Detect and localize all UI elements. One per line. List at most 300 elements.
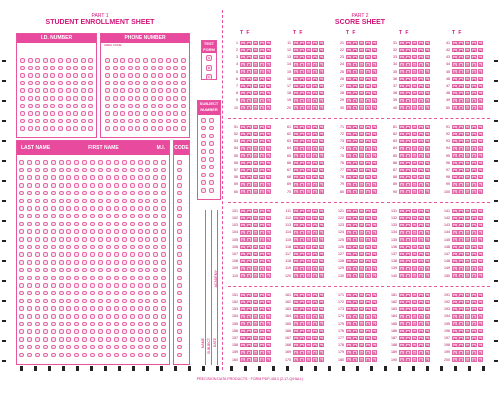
name-letter-bubble[interactable] [130, 353, 135, 358]
answer-bubble[interactable]: C [466, 351, 469, 356]
name-letter-bubble[interactable] [43, 175, 48, 180]
name-letter-bubble[interactable] [35, 268, 40, 273]
name-letter-bubble[interactable] [43, 283, 48, 288]
answer-bubble[interactable]: B [460, 190, 463, 195]
answer-bubble[interactable]: E [426, 223, 429, 228]
answer-bubble[interactable]: E [426, 351, 429, 356]
answer-bubble[interactable]: D [366, 147, 370, 152]
answer-bubble[interactable]: D [472, 223, 476, 228]
answer-bubble[interactable]: C [413, 132, 416, 137]
answer-bubble[interactable]: C [254, 132, 257, 137]
answer-bubble[interactable]: E [479, 132, 482, 137]
answer-bubble[interactable]: D [313, 336, 317, 341]
name-letter-bubble[interactable] [59, 199, 64, 204]
name-letter-bubble[interactable] [138, 214, 143, 219]
answer-bubble[interactable]: B [354, 70, 357, 75]
name-letter-bubble[interactable] [66, 206, 71, 211]
answer-bubble[interactable]: E [320, 343, 323, 348]
id-digit-bubble[interactable] [66, 126, 71, 131]
answer-bubble[interactable]: C [360, 147, 363, 152]
answer-bubble[interactable]: C [413, 55, 416, 60]
answer-bubble[interactable]: E [373, 106, 376, 111]
answer-bubble[interactable]: E [426, 300, 429, 305]
answer-bubble[interactable]: B [407, 231, 410, 236]
name-letter-bubble[interactable] [66, 260, 71, 265]
answer-bubble[interactable]: D [366, 183, 370, 188]
answer-bubble[interactable]: D [366, 48, 370, 53]
answer-bubble[interactable]: A [347, 307, 350, 312]
answer-bubble[interactable]: C [413, 175, 416, 180]
answer-bubble[interactable]: C [254, 315, 257, 320]
name-letter-bubble[interactable] [122, 245, 127, 250]
phone-digit-bubble[interactable] [120, 73, 125, 78]
name-letter-bubble[interactable] [145, 237, 150, 242]
answer-bubble[interactable]: A [347, 183, 350, 188]
answer-bubble[interactable]: B [460, 183, 463, 188]
answer-bubble[interactable]: E [426, 139, 429, 144]
id-digit-bubble[interactable] [58, 58, 63, 63]
answer-bubble[interactable]: C [413, 267, 416, 272]
answer-bubble[interactable]: B [354, 132, 357, 137]
answer-bubble[interactable]: D [419, 175, 423, 180]
phone-digit-bubble[interactable] [151, 88, 156, 93]
subject-digit-bubble[interactable] [209, 180, 214, 185]
answer-bubble[interactable]: D [419, 300, 423, 305]
answer-bubble[interactable]: B [407, 216, 410, 221]
answer-bubble[interactable]: B [407, 139, 410, 144]
phone-digit-bubble[interactable] [143, 73, 148, 78]
name-letter-bubble[interactable] [51, 329, 56, 334]
subject-digit-bubble[interactable] [201, 173, 206, 178]
answer-bubble[interactable]: E [320, 55, 323, 60]
id-digit-bubble[interactable] [28, 111, 33, 116]
name-letter-bubble[interactable] [138, 191, 143, 196]
answer-bubble[interactable]: D [313, 190, 317, 195]
answer-bubble[interactable]: A [294, 125, 297, 130]
answer-bubble[interactable]: D [313, 106, 317, 111]
code-bubble[interactable] [177, 353, 182, 358]
answer-bubble[interactable]: A [241, 252, 244, 257]
name-letter-bubble[interactable] [59, 306, 64, 311]
name-letter-bubble[interactable] [43, 206, 48, 211]
name-letter-bubble[interactable] [82, 252, 87, 257]
answer-bubble[interactable]: C [360, 48, 363, 53]
answer-bubble[interactable]: A [400, 91, 403, 96]
answer-bubble[interactable]: A [347, 132, 350, 137]
answer-bubble[interactable]: B [301, 161, 304, 166]
answer-bubble[interactable]: D [260, 48, 264, 53]
answer-bubble[interactable]: E [479, 55, 482, 60]
answer-bubble[interactable]: D [313, 351, 317, 356]
name-letter-bubble[interactable] [82, 206, 87, 211]
answer-bubble[interactable]: E [373, 245, 376, 250]
answer-bubble[interactable]: B [248, 267, 251, 272]
answer-bubble[interactable]: D [313, 209, 317, 214]
name-letter-bubble[interactable] [114, 160, 119, 165]
name-letter-bubble[interactable] [59, 329, 64, 334]
answer-bubble[interactable]: E [426, 91, 429, 96]
answer-bubble[interactable]: E [267, 223, 270, 228]
answer-bubble[interactable]: A [453, 245, 456, 250]
answer-bubble[interactable]: C [413, 70, 416, 75]
answer-bubble[interactable]: D [472, 70, 476, 75]
phone-digit-bubble[interactable] [181, 104, 186, 109]
answer-bubble[interactable]: D [419, 154, 423, 159]
subject-digit-bubble[interactable] [209, 157, 214, 162]
phone-digit-bubble[interactable] [120, 126, 125, 131]
answer-bubble[interactable]: D [419, 139, 423, 144]
answer-bubble[interactable]: D [472, 245, 476, 250]
answer-bubble[interactable]: E [426, 307, 429, 312]
phone-digit-bubble[interactable] [151, 73, 156, 78]
name-letter-bubble[interactable] [122, 191, 127, 196]
name-letter-bubble[interactable] [35, 252, 40, 257]
name-letter-bubble[interactable] [35, 306, 40, 311]
answer-bubble[interactable]: B [354, 351, 357, 356]
answer-bubble[interactable]: D [366, 91, 370, 96]
answer-bubble[interactable]: E [320, 238, 323, 243]
answer-bubble[interactable]: D [419, 238, 423, 243]
answer-bubble[interactable]: C [307, 336, 310, 341]
answer-bubble[interactable]: B [248, 125, 251, 130]
name-letter-bubble[interactable] [82, 337, 87, 342]
answer-bubble[interactable]: A [294, 322, 297, 327]
answer-bubble[interactable]: B [248, 252, 251, 257]
name-letter-bubble[interactable] [114, 245, 119, 250]
answer-bubble[interactable]: B [301, 139, 304, 144]
id-digit-bubble[interactable] [28, 88, 33, 93]
answer-bubble[interactable]: E [320, 91, 323, 96]
answer-bubble[interactable]: B [407, 315, 410, 320]
code-bubble[interactable] [177, 314, 182, 319]
answer-bubble[interactable]: A [347, 245, 350, 250]
phone-digit-bubble[interactable] [113, 111, 118, 116]
answer-bubble[interactable]: E [373, 91, 376, 96]
answer-bubble[interactable]: B [354, 48, 357, 53]
answer-bubble[interactable]: B [301, 154, 304, 159]
answer-bubble[interactable]: B [248, 139, 251, 144]
answer-bubble[interactable]: B [248, 161, 251, 166]
name-letter-bubble[interactable] [59, 206, 64, 211]
answer-bubble[interactable]: D [260, 351, 264, 356]
answer-bubble[interactable]: A [241, 358, 244, 363]
name-letter-bubble[interactable] [122, 222, 127, 227]
phone-digit-bubble[interactable] [105, 111, 110, 116]
answer-bubble[interactable]: A [241, 274, 244, 279]
answer-bubble[interactable]: E [267, 336, 270, 341]
name-letter-bubble[interactable] [106, 206, 111, 211]
code-bubble[interactable] [177, 299, 182, 304]
id-digit-bubble[interactable] [66, 88, 71, 93]
answer-bubble[interactable]: D [472, 132, 476, 137]
name-letter-bubble[interactable] [74, 260, 79, 265]
answer-bubble[interactable]: C [413, 209, 416, 214]
subject-digit-bubble[interactable] [201, 134, 206, 139]
answer-bubble[interactable]: C [360, 274, 363, 279]
answer-bubble[interactable]: B [460, 99, 463, 104]
answer-bubble[interactable]: D [419, 343, 423, 348]
answer-bubble[interactable]: D [313, 55, 317, 60]
answer-bubble[interactable]: A [294, 161, 297, 166]
answer-bubble[interactable]: E [479, 274, 482, 279]
answer-bubble[interactable]: A [347, 70, 350, 75]
answer-bubble[interactable]: C [466, 175, 469, 180]
answer-bubble[interactable]: A [453, 216, 456, 221]
answer-bubble[interactable]: D [366, 168, 370, 173]
answer-bubble[interactable]: D [419, 91, 423, 96]
name-letter-bubble[interactable] [106, 329, 111, 334]
answer-bubble[interactable]: C [466, 70, 469, 75]
answer-bubble[interactable]: C [307, 245, 310, 250]
phone-digit-bubble[interactable] [166, 111, 171, 116]
id-digit-bubble[interactable] [28, 126, 33, 131]
name-letter-bubble[interactable] [130, 175, 135, 180]
answer-bubble[interactable]: C [413, 190, 416, 195]
answer-bubble[interactable]: C [360, 216, 363, 221]
answer-bubble[interactable]: B [407, 322, 410, 327]
answer-bubble[interactable]: E [373, 175, 376, 180]
name-letter-bubble[interactable] [114, 314, 119, 319]
name-letter-bubble[interactable] [90, 175, 95, 180]
answer-bubble[interactable]: C [360, 267, 363, 272]
name-letter-bubble[interactable] [106, 237, 111, 242]
name-letter-bubble[interactable] [161, 314, 166, 319]
answer-bubble[interactable]: E [373, 77, 376, 82]
answer-bubble[interactable]: A [294, 168, 297, 173]
answer-bubble[interactable]: A [241, 84, 244, 89]
answer-bubble[interactable]: E [267, 154, 270, 159]
name-letter-bubble[interactable] [59, 276, 64, 281]
answer-bubble[interactable]: A [347, 231, 350, 236]
answer-bubble[interactable]: A [241, 259, 244, 264]
name-letter-bubble[interactable] [59, 322, 64, 327]
answer-bubble[interactable]: D [313, 307, 317, 312]
answer-bubble[interactable]: A [347, 209, 350, 214]
name-letter-bubble[interactable] [98, 337, 103, 342]
name-letter-bubble[interactable] [138, 229, 143, 234]
answer-bubble[interactable]: E [267, 84, 270, 89]
subject-digit-bubble[interactable] [201, 141, 206, 146]
answer-bubble[interactable]: B [354, 238, 357, 243]
answer-bubble[interactable]: B [460, 307, 463, 312]
name-letter-bubble[interactable] [138, 353, 143, 358]
answer-bubble[interactable]: E [479, 147, 482, 152]
answer-bubble[interactable]: E [320, 245, 323, 250]
answer-bubble[interactable]: E [479, 63, 482, 68]
answer-bubble[interactable]: C [413, 125, 416, 130]
answer-bubble[interactable]: E [426, 274, 429, 279]
answer-bubble[interactable]: C [254, 329, 257, 334]
name-letter-bubble[interactable] [106, 260, 111, 265]
answer-bubble[interactable]: D [472, 125, 476, 130]
answer-bubble[interactable]: D [260, 231, 264, 236]
answer-bubble[interactable]: C [307, 175, 310, 180]
answer-bubble[interactable]: E [479, 358, 482, 363]
answer-bubble[interactable]: C [466, 161, 469, 166]
answer-bubble[interactable]: D [313, 99, 317, 104]
phone-digit-bubble[interactable] [181, 126, 186, 131]
answer-bubble[interactable]: C [254, 343, 257, 348]
answer-bubble[interactable]: B [354, 293, 357, 298]
answer-bubble[interactable]: B [407, 161, 410, 166]
answer-bubble[interactable]: C [307, 252, 310, 257]
answer-bubble[interactable]: C [254, 147, 257, 152]
name-letter-bubble[interactable] [27, 160, 32, 165]
name-letter-bubble[interactable] [19, 222, 24, 227]
phone-digit-bubble[interactable] [135, 96, 140, 101]
name-letter-bubble[interactable] [106, 229, 111, 234]
answer-bubble[interactable]: A [453, 41, 456, 46]
answer-bubble[interactable]: E [373, 238, 376, 243]
name-letter-bubble[interactable] [130, 245, 135, 250]
phone-digit-bubble[interactable] [128, 96, 133, 101]
answer-bubble[interactable]: C [466, 106, 469, 111]
answer-bubble[interactable]: D [472, 183, 476, 188]
answer-bubble[interactable]: D [313, 41, 317, 46]
phone-digit-bubble[interactable] [113, 88, 118, 93]
answer-bubble[interactable]: E [267, 351, 270, 356]
answer-bubble[interactable]: A [241, 300, 244, 305]
name-letter-bubble[interactable] [19, 206, 24, 211]
answer-bubble[interactable]: A [241, 336, 244, 341]
answer-bubble[interactable]: A [241, 91, 244, 96]
phone-digit-bubble[interactable] [128, 126, 133, 131]
answer-bubble[interactable]: D [260, 41, 264, 46]
answer-bubble[interactable]: C [466, 238, 469, 243]
answer-bubble[interactable]: B [301, 41, 304, 46]
id-digit-bubble[interactable] [35, 58, 40, 63]
answer-bubble[interactable]: E [267, 293, 270, 298]
id-digit-bubble[interactable] [50, 96, 55, 101]
answer-bubble[interactable]: D [419, 55, 423, 60]
answer-bubble[interactable]: A [400, 343, 403, 348]
answer-bubble[interactable]: D [472, 343, 476, 348]
answer-bubble[interactable]: D [419, 267, 423, 272]
answer-bubble[interactable]: B [301, 125, 304, 130]
name-letter-bubble[interactable] [138, 299, 143, 304]
answer-bubble[interactable]: C [413, 315, 416, 320]
answer-bubble[interactable]: C [254, 358, 257, 363]
answer-bubble[interactable]: A [347, 63, 350, 68]
answer-bubble[interactable]: C [466, 252, 469, 257]
id-digit-bubble[interactable] [20, 88, 25, 93]
answer-bubble[interactable]: B [460, 132, 463, 137]
answer-bubble[interactable]: A [453, 315, 456, 320]
answer-bubble[interactable]: D [260, 252, 264, 257]
answer-bubble[interactable]: E [479, 139, 482, 144]
answer-bubble[interactable]: C [360, 183, 363, 188]
name-letter-bubble[interactable] [153, 206, 158, 211]
name-letter-bubble[interactable] [122, 260, 127, 265]
name-letter-bubble[interactable] [51, 183, 56, 188]
name-letter-bubble[interactable] [122, 322, 127, 327]
phone-digit-bubble[interactable] [181, 66, 186, 71]
name-letter-bubble[interactable] [90, 337, 95, 342]
answer-bubble[interactable]: B [248, 231, 251, 236]
name-letter-bubble[interactable] [130, 160, 135, 165]
answer-bubble[interactable]: D [419, 252, 423, 257]
answer-bubble[interactable]: B [407, 55, 410, 60]
answer-bubble[interactable]: D [472, 84, 476, 89]
name-letter-bubble[interactable] [90, 353, 95, 358]
answer-bubble[interactable]: C [413, 358, 416, 363]
name-letter-bubble[interactable] [130, 214, 135, 219]
answer-bubble[interactable]: B [407, 183, 410, 188]
name-letter-bubble[interactable] [106, 337, 111, 342]
name-letter-bubble[interactable] [153, 283, 158, 288]
name-letter-bubble[interactable] [43, 168, 48, 173]
name-letter-bubble[interactable] [114, 199, 119, 204]
answer-bubble[interactable]: A [294, 91, 297, 96]
answer-bubble[interactable]: D [472, 322, 476, 327]
answer-bubble[interactable]: D [366, 161, 370, 166]
answer-bubble[interactable]: A [294, 55, 297, 60]
name-letter-bubble[interactable] [138, 160, 143, 165]
name-letter-bubble[interactable] [59, 175, 64, 180]
answer-bubble[interactable]: D [472, 41, 476, 46]
answer-bubble[interactable]: E [426, 132, 429, 137]
answer-bubble[interactable]: B [301, 132, 304, 137]
answer-bubble[interactable]: E [320, 231, 323, 236]
name-letter-bubble[interactable] [114, 206, 119, 211]
answer-bubble[interactable]: E [426, 63, 429, 68]
answer-bubble[interactable]: C [413, 343, 416, 348]
name-letter-bubble[interactable] [19, 276, 24, 281]
answer-bubble[interactable]: C [360, 168, 363, 173]
answer-bubble[interactable]: E [373, 190, 376, 195]
answer-bubble[interactable]: C [466, 77, 469, 82]
answer-bubble[interactable]: D [366, 238, 370, 243]
answer-bubble[interactable]: A [241, 293, 244, 298]
name-letter-bubble[interactable] [51, 229, 56, 234]
name-letter-bubble[interactable] [51, 322, 56, 327]
answer-bubble[interactable]: A [400, 147, 403, 152]
name-letter-bubble[interactable] [138, 268, 143, 273]
answer-bubble[interactable]: B [354, 343, 357, 348]
answer-bubble[interactable]: E [267, 209, 270, 214]
answer-bubble[interactable]: D [366, 139, 370, 144]
name-letter-bubble[interactable] [122, 299, 127, 304]
answer-bubble[interactable]: D [472, 106, 476, 111]
answer-bubble[interactable]: D [313, 315, 317, 320]
name-letter-bubble[interactable] [145, 337, 150, 342]
answer-bubble[interactable]: E [426, 183, 429, 188]
answer-bubble[interactable]: A [453, 343, 456, 348]
answer-bubble[interactable]: B [248, 55, 251, 60]
answer-bubble[interactable]: B [460, 125, 463, 130]
answer-bubble[interactable]: A [294, 139, 297, 144]
answer-bubble[interactable]: E [479, 300, 482, 305]
answer-bubble[interactable]: B [460, 216, 463, 221]
answer-bubble[interactable]: B [248, 293, 251, 298]
answer-bubble[interactable]: A [347, 267, 350, 272]
name-letter-bubble[interactable] [138, 345, 143, 350]
answer-bubble[interactable]: A [400, 315, 403, 320]
phone-digit-bubble[interactable] [173, 58, 178, 63]
answer-bubble[interactable]: D [366, 175, 370, 180]
name-letter-bubble[interactable] [153, 337, 158, 342]
name-letter-bubble[interactable] [153, 237, 158, 242]
phone-digit-bubble[interactable] [166, 66, 171, 71]
answer-bubble[interactable]: A [347, 77, 350, 82]
answer-bubble[interactable]: C [307, 147, 310, 152]
name-letter-bubble[interactable] [51, 222, 56, 227]
answer-bubble[interactable]: B [460, 293, 463, 298]
name-letter-bubble[interactable] [35, 206, 40, 211]
answer-bubble[interactable]: D [472, 55, 476, 60]
name-letter-bubble[interactable] [106, 175, 111, 180]
answer-bubble[interactable]: D [366, 336, 370, 341]
